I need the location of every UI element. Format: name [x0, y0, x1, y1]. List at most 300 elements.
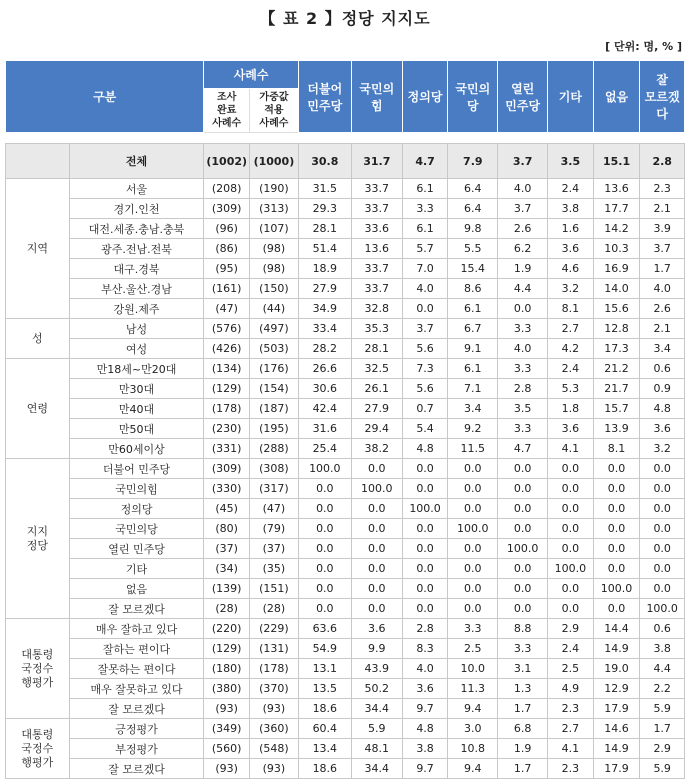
- row-value: 3.4: [640, 339, 685, 359]
- row-value: 8.8: [498, 619, 548, 639]
- row-value: 0.0: [448, 459, 498, 479]
- row-value: 34.4: [351, 759, 402, 779]
- row-value: 0.0: [402, 559, 448, 579]
- row-value: 0.0: [448, 499, 498, 519]
- row-value: 0.0: [548, 499, 594, 519]
- row-value: 9.7: [402, 699, 448, 719]
- row-label: 매우 잘하고 있다: [69, 619, 204, 639]
- row-value: (349): [204, 719, 250, 739]
- header-cases: 사례수: [204, 61, 298, 89]
- row-value: 14.6: [593, 719, 640, 739]
- row-value: 6.1: [402, 219, 448, 239]
- row-value: 15.4: [448, 259, 498, 279]
- row-value: 0.0: [640, 579, 685, 599]
- row-label: 경기.인천: [69, 199, 204, 219]
- row-value: 2.7: [548, 719, 594, 739]
- row-value: 28.1: [298, 219, 351, 239]
- table-row: [6, 759, 685, 779]
- row-value: 4.4: [640, 659, 685, 679]
- total-value: 31.7: [351, 144, 402, 179]
- row-value: 2.9: [640, 739, 685, 759]
- row-value: 21.2: [593, 359, 640, 379]
- row-value: 14.4: [593, 619, 640, 639]
- row-value: 0.0: [351, 459, 402, 479]
- row-value: (37): [250, 539, 299, 559]
- row-value: 27.9: [298, 279, 351, 299]
- row-value: 0.0: [448, 579, 498, 599]
- row-value: 3.2: [640, 439, 685, 459]
- row-value: 43.9: [351, 659, 402, 679]
- row-value: 2.5: [448, 639, 498, 659]
- row-label: 만30대: [69, 379, 204, 399]
- row-value: 6.1: [448, 299, 498, 319]
- row-value: 100.0: [298, 459, 351, 479]
- row-value: 4.0: [498, 339, 548, 359]
- table-row: [6, 439, 685, 459]
- row-value: 7.3: [402, 359, 448, 379]
- row-value: 50.2: [351, 679, 402, 699]
- row-value: 26.1: [351, 379, 402, 399]
- row-value: 2.6: [640, 299, 685, 319]
- row-value: 6.1: [402, 179, 448, 199]
- row-value: 1.7: [640, 719, 685, 739]
- total-value: 3.5: [548, 144, 594, 179]
- table-row: [6, 359, 685, 379]
- header-case-done: 조사 완료 사례수: [204, 89, 250, 133]
- row-value: 10.3: [593, 239, 640, 259]
- row-value: 4.9: [548, 679, 594, 699]
- row-value: 1.6: [548, 219, 594, 239]
- row-value: 3.7: [640, 239, 685, 259]
- row-value: 25.4: [298, 439, 351, 459]
- row-value: 0.9: [640, 379, 685, 399]
- table-row: [6, 519, 685, 539]
- row-value: 0.0: [593, 519, 640, 539]
- row-value: (560): [204, 739, 250, 759]
- table-row: [6, 279, 685, 299]
- table-row: [6, 539, 685, 559]
- row-value: (380): [204, 679, 250, 699]
- row-value: 15.7: [593, 399, 640, 419]
- row-label: 기타: [69, 559, 204, 579]
- row-value: 0.0: [351, 579, 402, 599]
- row-value: 0.0: [593, 539, 640, 559]
- row-value: (96): [204, 219, 250, 239]
- row-value: 5.9: [640, 759, 685, 779]
- party-support-table: [5, 60, 685, 779]
- total-value: 4.7: [402, 144, 448, 179]
- row-value: (330): [204, 479, 250, 499]
- row-label: 없음: [69, 579, 204, 599]
- table-row: [6, 419, 685, 439]
- row-value: 0.0: [640, 519, 685, 539]
- row-value: 16.9: [593, 259, 640, 279]
- header-party: 국민의 힘: [351, 61, 402, 133]
- row-value: 4.1: [548, 739, 594, 759]
- row-value: 9.4: [448, 759, 498, 779]
- row-value: 0.0: [448, 539, 498, 559]
- row-value: 8.3: [402, 639, 448, 659]
- row-value: 3.6: [640, 419, 685, 439]
- row-label: 잘하는 편이다: [69, 639, 204, 659]
- row-label: 국민의힘: [69, 479, 204, 499]
- row-value: 14.0: [593, 279, 640, 299]
- row-value: 9.4: [448, 699, 498, 719]
- row-value: 60.4: [298, 719, 351, 739]
- row-value: 100.0: [402, 499, 448, 519]
- row-value: 0.6: [640, 619, 685, 639]
- row-value: (220): [204, 619, 250, 639]
- row-value: 3.3: [498, 359, 548, 379]
- row-value: 3.5: [498, 399, 548, 419]
- row-value: (370): [250, 679, 299, 699]
- row-value: 0.0: [448, 599, 498, 619]
- row-value: 10.8: [448, 739, 498, 759]
- table-row: [6, 379, 685, 399]
- total-value: 7.9: [448, 144, 498, 179]
- row-value: 3.6: [402, 679, 448, 699]
- row-value: 4.7: [498, 439, 548, 459]
- table-row: [6, 339, 685, 359]
- row-value: 2.9: [548, 619, 594, 639]
- row-value: 27.9: [351, 399, 402, 419]
- row-value: 0.0: [548, 479, 594, 499]
- row-value: 100.0: [498, 539, 548, 559]
- row-value: 4.0: [402, 279, 448, 299]
- row-value: 35.3: [351, 319, 402, 339]
- row-value: 4.8: [402, 439, 448, 459]
- row-value: 33.7: [351, 199, 402, 219]
- row-value: 1.7: [498, 759, 548, 779]
- row-value: (93): [250, 759, 299, 779]
- row-label: 잘 모르겠다: [69, 699, 204, 719]
- row-value: 0.0: [402, 539, 448, 559]
- unit-label: [ 단위: 명, % ]: [605, 40, 682, 53]
- row-value: 0.0: [298, 499, 351, 519]
- row-value: 1.7: [640, 259, 685, 279]
- row-value: 2.5: [548, 659, 594, 679]
- group-label: 연령: [6, 359, 70, 459]
- row-value: 13.6: [593, 179, 640, 199]
- header-party: 없음: [593, 61, 640, 133]
- row-value: 28.1: [351, 339, 402, 359]
- row-value: 15.6: [593, 299, 640, 319]
- row-value: (317): [250, 479, 299, 499]
- row-value: (230): [204, 419, 250, 439]
- row-value: 4.6: [548, 259, 594, 279]
- row-value: 8.1: [593, 439, 640, 459]
- row-value: 6.1: [448, 359, 498, 379]
- row-value: 0.0: [298, 559, 351, 579]
- row-value: 17.3: [593, 339, 640, 359]
- table-row: [6, 739, 685, 759]
- row-value: 3.0: [448, 719, 498, 739]
- row-value: 3.6: [351, 619, 402, 639]
- row-value: 6.4: [448, 199, 498, 219]
- row-value: 3.3: [498, 419, 548, 439]
- row-label: 국민의당: [69, 519, 204, 539]
- row-label: 서울: [69, 179, 204, 199]
- header-category: 구분: [6, 61, 204, 133]
- row-value: 30.6: [298, 379, 351, 399]
- row-value: 4.8: [640, 399, 685, 419]
- row-value: 0.7: [402, 399, 448, 419]
- table-row: [6, 559, 685, 579]
- row-value: 17.9: [593, 759, 640, 779]
- row-value: 17.7: [593, 199, 640, 219]
- row-value: 1.9: [498, 739, 548, 759]
- row-value: 0.0: [640, 459, 685, 479]
- row-value: 4.4: [498, 279, 548, 299]
- row-value: 100.0: [448, 519, 498, 539]
- table-row: [6, 659, 685, 679]
- table-row: [6, 219, 685, 239]
- row-value: 10.0: [448, 659, 498, 679]
- row-value: (208): [204, 179, 250, 199]
- row-value: 3.3: [402, 199, 448, 219]
- row-value: 0.0: [402, 599, 448, 619]
- row-label: 부정평가: [69, 739, 204, 759]
- row-value: (576): [204, 319, 250, 339]
- row-value: 8.1: [548, 299, 594, 319]
- row-value: 100.0: [593, 579, 640, 599]
- row-value: 0.0: [640, 559, 685, 579]
- row-value: 0.0: [498, 579, 548, 599]
- row-label: 만40대: [69, 399, 204, 419]
- row-value: 17.9: [593, 699, 640, 719]
- row-value: 34.9: [298, 299, 351, 319]
- row-value: 9.1: [448, 339, 498, 359]
- row-value: 0.0: [548, 459, 594, 479]
- row-label: 대전.세종.충남.충북: [69, 219, 204, 239]
- table-row: [6, 319, 685, 339]
- row-value: 0.0: [351, 499, 402, 519]
- row-value: 3.7: [402, 319, 448, 339]
- header-party: 열린 민주당: [498, 61, 548, 133]
- row-value: 1.7: [498, 699, 548, 719]
- row-value: (44): [250, 299, 299, 319]
- table-title: 【 표 2 】정당 지지도: [259, 9, 431, 28]
- row-value: 3.3: [498, 319, 548, 339]
- row-value: (45): [204, 499, 250, 519]
- row-value: 6.2: [498, 239, 548, 259]
- row-value: 3.8: [402, 739, 448, 759]
- group-label: 지역: [6, 179, 70, 319]
- row-value: 0.0: [351, 539, 402, 559]
- group-label: 대통령 국정수 행평가: [6, 619, 70, 719]
- row-value: 3.8: [640, 639, 685, 659]
- row-value: 1.3: [498, 679, 548, 699]
- row-value: 9.2: [448, 419, 498, 439]
- row-value: 3.3: [498, 639, 548, 659]
- row-value: 6.8: [498, 719, 548, 739]
- table-row: [6, 699, 685, 719]
- total-value: 30.8: [298, 144, 351, 179]
- row-value: (134): [204, 359, 250, 379]
- row-label: 정의당: [69, 499, 204, 519]
- row-value: 2.1: [640, 199, 685, 219]
- total-row: [6, 144, 685, 179]
- row-value: 33.7: [351, 179, 402, 199]
- row-label: 부산.울산.경남: [69, 279, 204, 299]
- table-row: [6, 679, 685, 699]
- row-value: 11.3: [448, 679, 498, 699]
- row-value: 0.0: [402, 479, 448, 499]
- row-value: 100.0: [351, 479, 402, 499]
- row-value: 0.0: [548, 539, 594, 559]
- row-value: 2.4: [548, 179, 594, 199]
- row-label: 잘못하는 편이다: [69, 659, 204, 679]
- row-value: (288): [250, 439, 299, 459]
- row-value: 9.8: [448, 219, 498, 239]
- row-value: (229): [250, 619, 299, 639]
- row-value: (178): [204, 399, 250, 419]
- row-value: 3.9: [640, 219, 685, 239]
- row-value: 5.7: [402, 239, 448, 259]
- row-value: (426): [204, 339, 250, 359]
- row-value: 32.8: [351, 299, 402, 319]
- table-row: [6, 399, 685, 419]
- table-row: [6, 179, 685, 199]
- row-label: 여성: [69, 339, 204, 359]
- row-value: 100.0: [640, 599, 685, 619]
- row-value: (93): [204, 699, 250, 719]
- header-party: 더불어 민주당: [298, 61, 351, 133]
- row-value: 2.6: [498, 219, 548, 239]
- row-value: (154): [250, 379, 299, 399]
- row-value: 0.0: [498, 479, 548, 499]
- row-value: 6.7: [448, 319, 498, 339]
- row-value: (98): [250, 239, 299, 259]
- group-label: 대통령 국정수 행평가: [6, 719, 70, 779]
- table-row: [6, 459, 685, 479]
- row-value: 4.8: [402, 719, 448, 739]
- row-value: 4.0: [402, 659, 448, 679]
- table-row: [6, 639, 685, 659]
- row-value: 2.7: [548, 319, 594, 339]
- row-value: 2.3: [640, 179, 685, 199]
- row-label: 만18세~만20대: [69, 359, 204, 379]
- row-value: 0.0: [298, 519, 351, 539]
- row-value: 2.4: [548, 359, 594, 379]
- row-value: 14.9: [593, 739, 640, 759]
- row-value: (503): [250, 339, 299, 359]
- table-row: [6, 239, 685, 259]
- row-value: 0.0: [498, 299, 548, 319]
- total-empty: [6, 144, 70, 179]
- row-value: 7.0: [402, 259, 448, 279]
- row-label: 열린 민주당: [69, 539, 204, 559]
- total-value: 15.1: [593, 144, 640, 179]
- row-value: 7.1: [448, 379, 498, 399]
- row-value: 4.0: [640, 279, 685, 299]
- row-value: 0.0: [498, 459, 548, 479]
- row-value: 0.0: [298, 579, 351, 599]
- row-value: 3.8: [548, 199, 594, 219]
- row-value: 0.0: [402, 459, 448, 479]
- total-value: (1000): [250, 144, 299, 179]
- row-value: 3.6: [548, 239, 594, 259]
- row-value: 32.5: [351, 359, 402, 379]
- header-party: 잘 모르겠 다: [640, 61, 685, 133]
- header-case-weighted: 가중값 적용 사례수: [250, 89, 299, 133]
- row-value: 13.1: [298, 659, 351, 679]
- row-value: 9.7: [402, 759, 448, 779]
- row-value: (190): [250, 179, 299, 199]
- row-label: 잘 모르겠다: [69, 759, 204, 779]
- row-value: (151): [250, 579, 299, 599]
- row-value: 0.0: [593, 599, 640, 619]
- row-value: (161): [204, 279, 250, 299]
- row-value: 5.9: [351, 719, 402, 739]
- row-value: 2.2: [640, 679, 685, 699]
- row-value: 33.7: [351, 259, 402, 279]
- row-value: 0.0: [593, 459, 640, 479]
- row-value: (79): [250, 519, 299, 539]
- row-value: (331): [204, 439, 250, 459]
- row-value: 0.0: [351, 519, 402, 539]
- row-value: (131): [250, 639, 299, 659]
- row-value: (37): [204, 539, 250, 559]
- row-value: 0.0: [298, 539, 351, 559]
- row-value: (176): [250, 359, 299, 379]
- row-value: (47): [250, 499, 299, 519]
- row-value: (80): [204, 519, 250, 539]
- row-value: 13.6: [351, 239, 402, 259]
- table-row: [6, 599, 685, 619]
- row-value: 0.0: [498, 519, 548, 539]
- row-value: 29.3: [298, 199, 351, 219]
- row-value: (178): [250, 659, 299, 679]
- row-value: (187): [250, 399, 299, 419]
- row-value: 5.5: [448, 239, 498, 259]
- row-label: 강원.제주: [69, 299, 204, 319]
- row-value: 54.9: [298, 639, 351, 659]
- row-value: 19.0: [593, 659, 640, 679]
- spacer-row: [6, 133, 685, 144]
- row-value: 0.0: [298, 479, 351, 499]
- total-label: 전체: [69, 144, 204, 179]
- row-value: 0.0: [593, 559, 640, 579]
- table-row: [6, 619, 685, 639]
- total-value: (1002): [204, 144, 250, 179]
- row-value: 9.9: [351, 639, 402, 659]
- row-value: (129): [204, 379, 250, 399]
- row-label: 매우 잘못하고 있다: [69, 679, 204, 699]
- row-value: 0.0: [351, 559, 402, 579]
- row-value: (180): [204, 659, 250, 679]
- row-value: 0.0: [593, 479, 640, 499]
- row-value: (309): [204, 459, 250, 479]
- row-value: 21.7: [593, 379, 640, 399]
- row-value: (98): [250, 259, 299, 279]
- row-value: 3.4: [448, 399, 498, 419]
- row-value: 3.2: [548, 279, 594, 299]
- row-value: 1.8: [548, 399, 594, 419]
- row-value: 26.6: [298, 359, 351, 379]
- row-value: 0.0: [640, 499, 685, 519]
- table-row: [6, 579, 685, 599]
- row-value: (35): [250, 559, 299, 579]
- row-value: 2.3: [548, 699, 594, 719]
- row-value: 6.4: [448, 179, 498, 199]
- row-value: 2.8: [498, 379, 548, 399]
- row-value: 29.4: [351, 419, 402, 439]
- row-label: 대구.경북: [69, 259, 204, 279]
- row-value: 33.6: [351, 219, 402, 239]
- row-value: 5.3: [548, 379, 594, 399]
- row-value: 13.5: [298, 679, 351, 699]
